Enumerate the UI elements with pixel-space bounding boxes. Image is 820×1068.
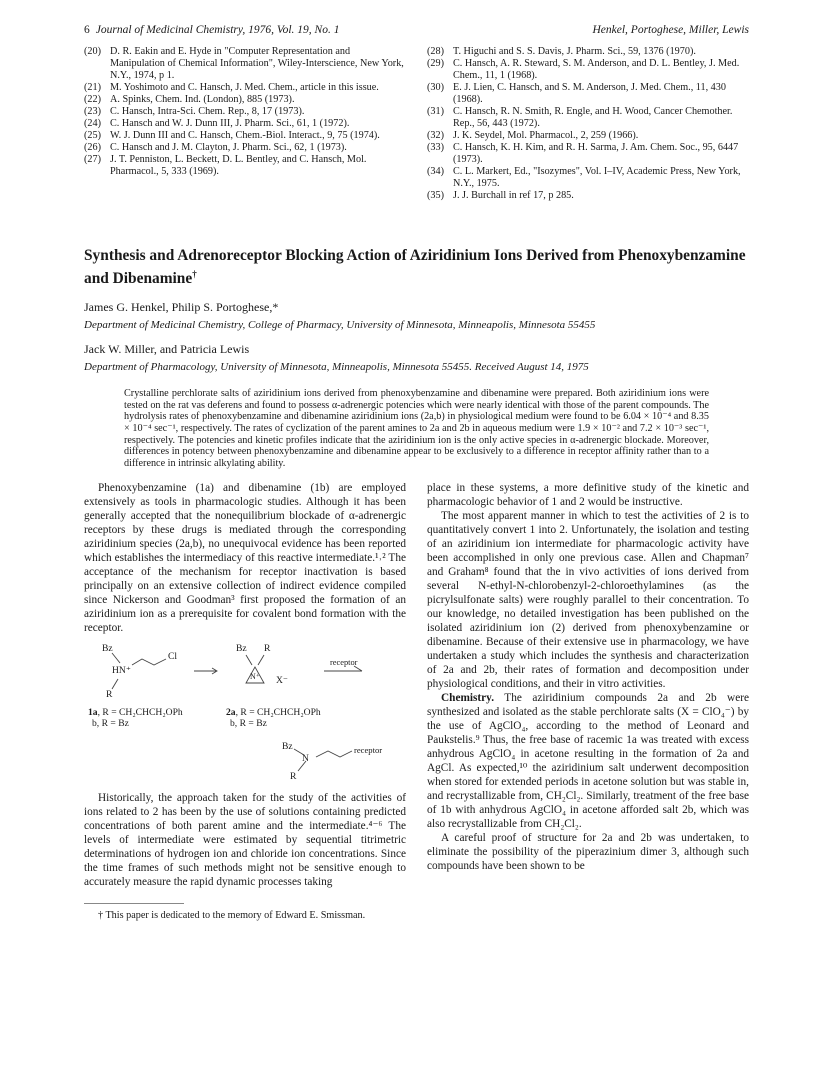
reference-text: C. L. Markert, Ed., "Isozymes", Vol. I–IV, Academic Press, New York, N.Y., 1975. [453, 166, 741, 189]
counterion-x: X⁻ [276, 675, 288, 687]
reference-number: (30) [427, 82, 444, 93]
reference-number: (26) [84, 142, 101, 153]
substituent-bz: Bz [236, 643, 247, 655]
receptor-arrow-label: receptor [330, 658, 358, 668]
reference-text: C. Hansch, Intra-Sci. Chem. Rep., 8, 17 (1973). [110, 106, 305, 117]
substituent-r: R [264, 643, 271, 655]
reference-number: (20) [84, 46, 101, 57]
substituent-r: R [106, 689, 113, 701]
reference-text: J. T. Penniston, L. Beckett, D. L. Bentley, and C. Hansch, Mol. Pharmacol., 5, 333 (1969). [110, 154, 367, 177]
article-title [84, 246, 749, 288]
reference-number: (31) [427, 106, 444, 117]
running-head-left [84, 24, 339, 36]
atom-hn-plus: HN⁺ [112, 665, 131, 677]
author-line-1: James G. Henkel, Philip S. Portoghese,* [84, 300, 279, 315]
reference-text: W. J. Dunn III and C. Hansch, Chem.-Biol. Interact., 9, 75 (1974). [110, 130, 380, 141]
reference-item [427, 130, 749, 142]
reference-item [84, 130, 406, 142]
compound-label-1b: b, R = Bz [92, 718, 129, 730]
compound-label-1a-tail: , R = CH₂CHCH₂OPh [97, 707, 183, 719]
substituent-r: R [290, 771, 297, 783]
reference-item [84, 46, 406, 82]
reference-item [427, 82, 749, 106]
reference-text: D. R. Eakin and E. Hyde in "Computer Representation and Manipulation of Chemical Information", Wiley-Interscience, New York, N.Y., 1974, p 1. [110, 46, 404, 81]
body-column-left [84, 481, 406, 922]
reference-column-right [427, 46, 749, 202]
receptor-product-label: receptor [354, 745, 383, 756]
reference-text: M. Yoshimoto and C. Hansch, J. Med. Chem., article in this issue. [110, 82, 379, 93]
reference-item [84, 106, 406, 118]
reference-number: (34) [427, 166, 444, 177]
reference-number: (21) [84, 82, 101, 93]
reference-number: (25) [84, 130, 101, 141]
body-paragraph-chemistry [427, 691, 749, 831]
substituent-bz: Bz [102, 643, 113, 655]
compound-label-1a: 1a, R = CH₂CHCH₂OPh [88, 707, 183, 719]
body-paragraph: The most apparent manner in which to test the activities of 2 is to quantitatively convert 1 into 2. Unfortunately, the isolation and testing of an aziridinium ion intermediate for pharmacologic activity have been accomplished in only one previous case. Allen and Chapman⁷ and Graham⁸ found that the in vivo activities of ions derived from several N-ethyl-N-chlorobenzyl-2-chloroethylamines (as the picrylsulfonate salts) were roughly parallel to their concentration. To our knowledge, no detailed investigation has been published on the isolated aziridinium ion (2) derived from phenoxybenzamine or dibenamine. Because of their extensive use in pharmacology, we have undertaken a study which includes the synthesis and characterization of 2a and 2b, their rates of formation and decomposition under physiological conditions, and their in vitro activities. [427, 510, 749, 691]
reference-item [427, 46, 749, 58]
reference-item [427, 190, 749, 202]
article-title-text: Synthesis and Adrenoreceptor Blocking Action of Aziridinium Ions Derived from Phenoxybenzamine and Dibenamine [84, 247, 746, 288]
journal-citation: Journal of Medicinal Chemistry, 1976, Vol. 19, No. 1 [95, 24, 340, 36]
atom-n-plus: N⁺ [250, 672, 260, 682]
journal-page [84, 24, 749, 1054]
reference-item [84, 82, 406, 94]
reference-list [84, 46, 749, 202]
reference-text: C. Hansch and W. J. Dunn III, J. Pharm. Sci., 61, 1 (1972). [110, 118, 350, 129]
reference-text: C. Hansch and J. M. Clayton, J. Pharm. Sci., 62, 1 (1973). [110, 142, 347, 153]
author-line-2: Jack W. Miller, and Patricia Lewis [84, 342, 250, 357]
reference-number: (32) [427, 130, 444, 141]
reference-text: E. J. Lien, C. Hansch, and S. M. Anderson, J. Med. Chem., 11, 430 (1968). [453, 82, 726, 105]
reaction-scheme [84, 637, 406, 785]
compound-label-2b: b, R = Bz [230, 718, 267, 730]
body-paragraph: place in these systems, a more definitive study of the kinetic and pharmacologic behavior of 1 and 2 would be instructive. [427, 482, 749, 509]
atom-n: N [302, 753, 309, 765]
reference-number: (24) [84, 118, 101, 129]
affiliation-2: Department of Pharmacology, University of Minnesota, Minneapolis, Minnesota 55455. Received August 14, 1975 [84, 361, 589, 374]
reference-item [84, 142, 406, 154]
reference-number: (29) [427, 58, 444, 69]
reference-item [84, 94, 406, 106]
title-footnote-mark: † [192, 269, 197, 279]
reference-text: A. Spinks, Chem. Ind. (London), 885 (1973). [110, 94, 295, 105]
body-paragraph: Historically, the approach taken for the study of the activities of ions related to 2 has been by the use of solutions containing predicted concentrations of both parent amine and the intermediate.⁴⁻⁶ The levels of intermediate were estimated by sequential titrimetric determinations of hydrogen ion and chloride ion concentrations. Since the time frames of such methods might not be sensitive enough to accurately measure the rapid dynamic processes taking [84, 792, 406, 889]
abstract: Crystalline perchlorate salts of aziridinium ions derived from phenoxybenzamine and dibenamine were prepared. Both aziridinium ions were tested on the rat vas deferens and found to possess α-adrenergic potencies which were nearly identical with those of the parent compounds. The hydrolysis rates of phenoxybenzamine and dibenamine aziridinium ions (2a,b) in physiological medium were found to be 6.04 × 10⁻⁴ and 8.35 × 10⁻⁴ sec⁻¹, respectively. The rates of cyclization of the parent amines to 2a and 2b in aqueous medium were 1.9 × 10⁻² and 7.2 × 10⁻³ sec⁻¹, respectively. The potencies and kinetic profiles indicate that the aziridinium ion is the only active species in α-adrenergic blockade. Moreover, differences in potency between phenoxybenzamine and dibenamine appear to be exclusively to a difference in receptor affinity rather than to a difference in intrinsic alkylating ability. [124, 388, 709, 469]
reference-item [84, 118, 406, 130]
body-column-right [427, 481, 749, 922]
footnote-divider [84, 903, 184, 904]
reference-text: C. Hansch, A. R. Steward, S. M. Anderson, and D. L. Bentley, J. Med. Chem., 11, 1 (1968). [453, 58, 740, 81]
reference-item [427, 166, 749, 190]
substituent-bz: Bz [282, 741, 293, 753]
footnote: † This paper is dedicated to the memory of Edward E. Smissman. [98, 910, 366, 922]
reference-text: T. Higuchi and S. S. Davis, J. Pharm. Sci., 59, 1376 (1970). [453, 46, 696, 57]
reference-number: (22) [84, 94, 101, 105]
reference-number: (33) [427, 142, 444, 153]
section-heading-chemistry: Chemistry. [441, 692, 495, 705]
affiliation-1: Department of Medicinal Chemistry, College of Pharmacy, University of Minnesota, Minneapolis, Minnesota 55455 [84, 319, 596, 332]
body-columns [84, 481, 749, 922]
reference-number: (27) [84, 154, 101, 165]
reference-text: C. Hansch, R. N. Smith, R. Engle, and H. Wood, Cancer Chemother. Rep., 56, 443 (1972). [453, 106, 733, 129]
substituent-cl: Cl [168, 651, 178, 663]
running-head [84, 24, 749, 42]
reference-text: C. Hansch, K. H. Kim, and R. H. Sarma, J. Am. Chem. Soc., 95, 6447 (1973). [453, 142, 739, 165]
reference-number: (35) [427, 190, 444, 201]
reference-item [427, 58, 749, 82]
compound-label-2a-tail: , R = CH₂CHCH₂OPh [235, 707, 321, 719]
body-paragraph: Phenoxybenzamine (1a) and dibenamine (1b) are employed extensively as tools in pharmacologic studies. Although it has been generally accepted that the nonequilibrium blockade of α-adrenergic receptors by these drugs is mediated through the corresponding aziridinium species (2a,b), no unequivocal evidence has been reported which establishes the intermediacy of this reactive intermediate.¹˒² The acceptance of the mechanism for receptor inactivation is based principally on an extensive collection of indirect evidence compiled since Nickerson and Goodman³ first proposed the formation of an aziridinium ion as a prerequisite for covalent bond formation with the receptor. [84, 482, 406, 635]
running-head-authors: Henkel, Portoghese, Miller, Lewis [592, 24, 749, 36]
body-paragraph: A careful proof of structure for 2a and 2b was undertaken, to eliminate the possibility of the piperazinium dimer 3, although such compounds have been shown to be [427, 832, 749, 873]
compound-label-2a: 2a, R = CH₂CHCH₂OPh [226, 707, 321, 719]
reference-item [84, 154, 406, 178]
reference-number: (28) [427, 46, 444, 57]
reference-number: (23) [84, 106, 101, 117]
reference-column-left [84, 46, 406, 202]
reference-item [427, 106, 749, 130]
page-number: 6 [84, 24, 90, 36]
body-paragraph-text: The aziridinium compounds 2a and 2b were synthesized and isolated as the stable perchlorate salts (X = ClO₄⁻) by the use of AgClO₄, according to the method of Leonard and Paukstelis.⁹ Thus, the free base of racemic 1a was treated with excess anhydrous AgClO₄ in acetone resulting in the formation of 2a and AgCl. As expected,¹⁰ the aziridinium salt underwent decomposition when stored for extended periods in acetone solution but was stable in, and recrystallizable from, CH₂Cl₂. Similarly, treatment of the free base of 1b with anhydrous AgClO₄ in acetone afforded salt 2b, which was also recrystallizable from CH₂Cl₂. [427, 692, 749, 831]
reference-text: J. J. Burchall in ref 17, p 285. [453, 190, 574, 201]
reference-text: J. K. Seydel, Mol. Pharmacol., 2, 259 (1966). [453, 130, 639, 141]
reference-item [427, 142, 749, 166]
